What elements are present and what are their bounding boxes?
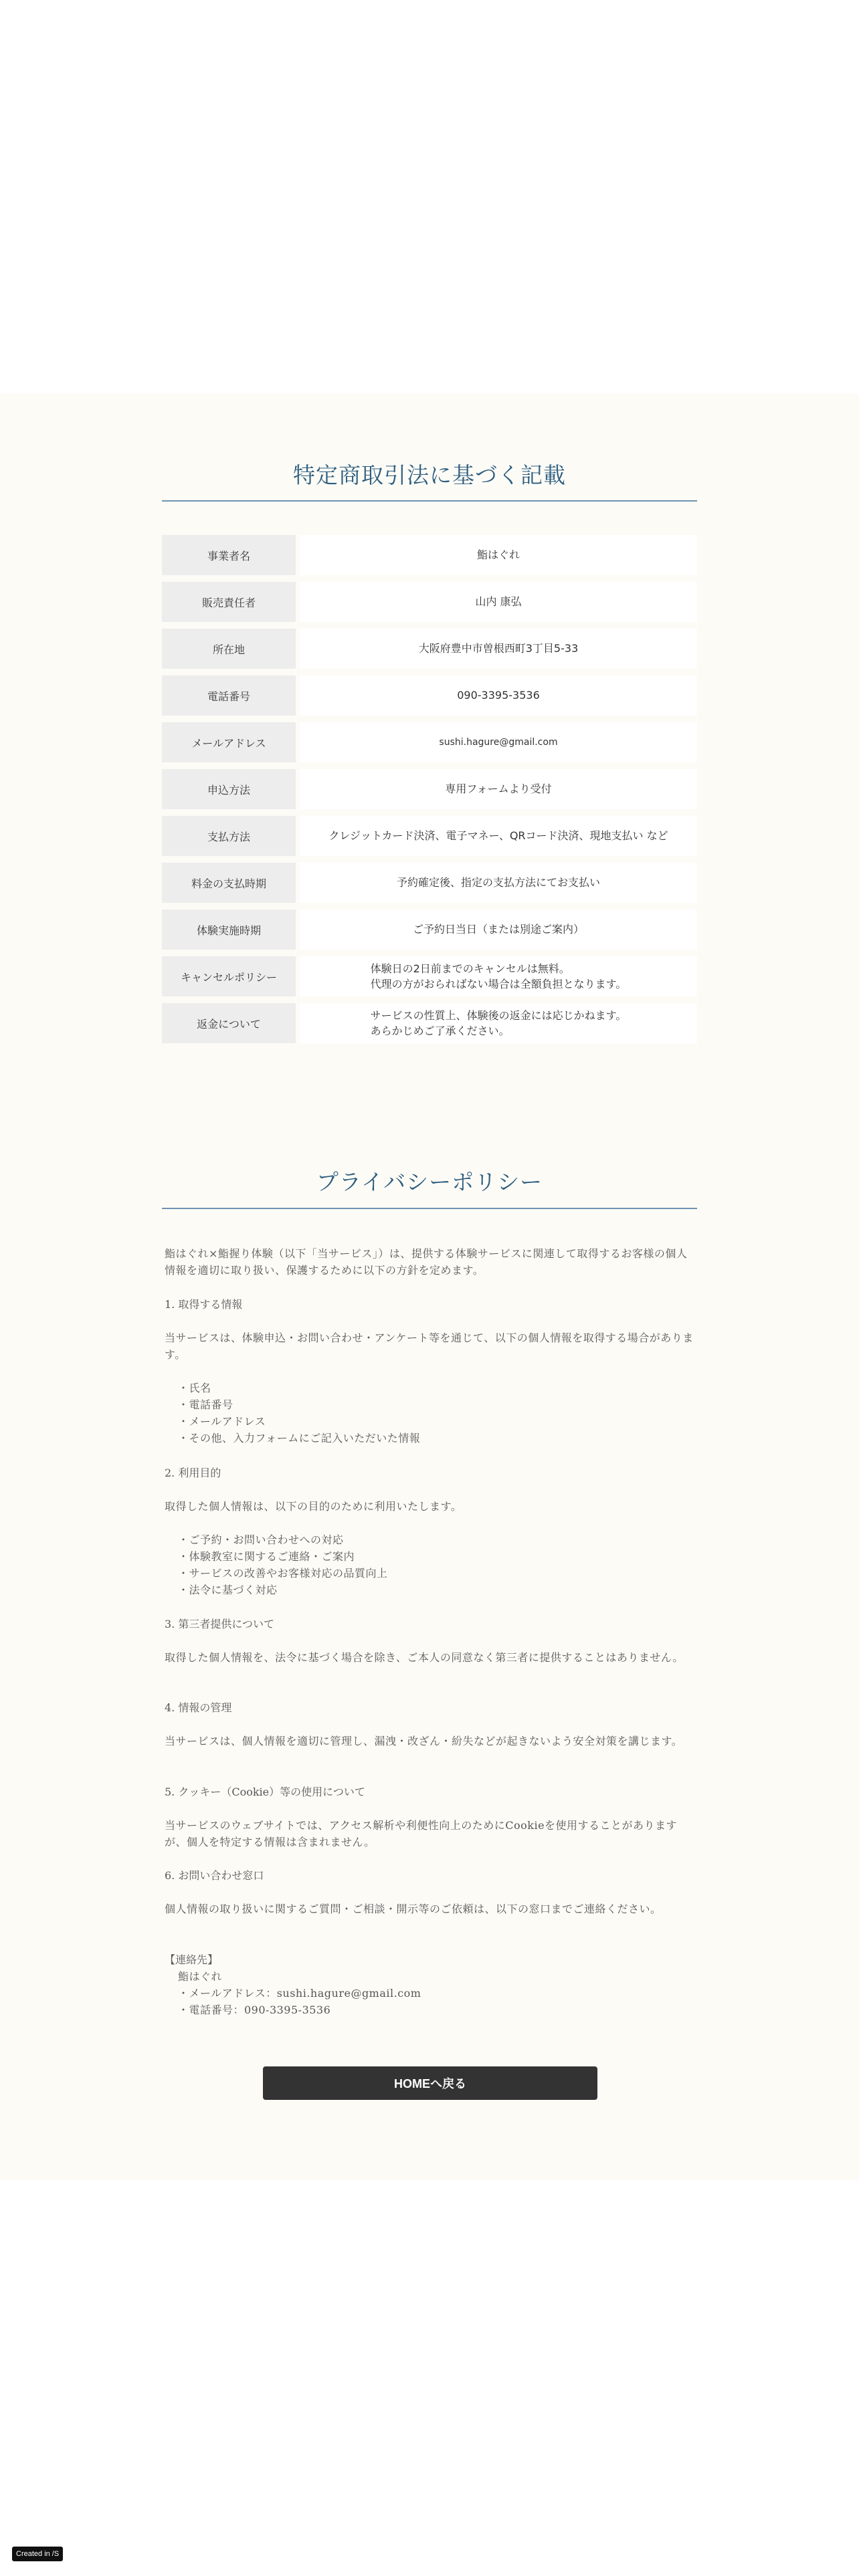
created-in-badge[interactable]: Created in /S — [12, 2547, 63, 2561]
row-label: 事業者名 — [162, 535, 296, 575]
row-value — [300, 1003, 697, 1043]
section-heading: 5. クッキー（Cookie）等の使用について — [165, 1786, 365, 1798]
section-heading: 3. 第三者提供について — [165, 1618, 275, 1630]
contact-name: 鮨はぐれ — [178, 1970, 223, 1983]
row-label: 料金の支払時期 — [162, 863, 296, 903]
section-heading: 2. 利用目的 — [165, 1467, 221, 1479]
purpose-list — [178, 1531, 388, 1598]
row-value: ご予約日当日（または別途ご案内） — [300, 909, 697, 950]
row-value: 大阪府豊中市曽根西町3丁目5-33 — [300, 629, 697, 669]
row-label: キャンセルポリシー — [162, 956, 296, 996]
section-text: 取得した個人情報を、法令に基づく場合を除き、ご本人の同意なく第三者に提供することはありません。 — [165, 1651, 684, 1664]
row-value: 専用フォームより受付 — [300, 769, 697, 809]
section-text: 取得した個人情報は、以下の目的のために利用いたします。 — [165, 1500, 462, 1513]
section-heading: 6. お問い合わせ窓口 — [165, 1869, 264, 1882]
row-value: 予約確定後、指定の支払方法にてお支払い — [300, 863, 697, 903]
table-row — [162, 722, 697, 762]
table-row — [162, 909, 697, 950]
row-value — [300, 956, 697, 996]
table-row — [162, 816, 697, 856]
row-value: クレジットカード決済、電子マネー、QRコード決済、現地支払い など — [300, 816, 697, 856]
row-label: メールアドレス — [162, 722, 296, 762]
cancel-policy-text: 体験日の2日前までのキャンセルは無料。 代理の方がおらればない場合は全額負担となります。 — [370, 962, 627, 990]
table-row — [162, 863, 697, 903]
section-text: 当サービスは、個人情報を適切に管理し、漏洩・改ざん・紛失などが起きないよう安全対策を講じます。 — [165, 1735, 683, 1747]
refund-text: サービスの性質上、体験後の返金には応じかねます。 あらかじめご了承ください。 — [370, 1008, 627, 1037]
row-label: 返金について — [162, 1003, 296, 1043]
section-text: 当サービスのウェブサイトでは、アクセス解析や利便性向上のためにCookieを使用することがありますが、個人を特定する情報は含まれません。 — [165, 1819, 678, 1848]
row-label: 所在地 — [162, 629, 296, 669]
table-row — [162, 956, 697, 996]
contact-list — [178, 1968, 421, 2018]
section-heading: 4. 情報の管理 — [165, 1701, 232, 1714]
list-item: ・サービスの改善やお客様対応の品質向上 — [178, 1567, 388, 1580]
contact-email: ・メールアドレス：sushi.hagure@gmail.com — [178, 1987, 421, 2000]
contact-phone: ・電話番号：090-3395-3536 — [178, 2004, 331, 2016]
row-label: 支払方法 — [162, 816, 296, 856]
section-text: 個人情報の取り扱いに関するご質問・ご相談・開示等のご依頼は、以下の窓口までご連絡ください。 — [165, 1903, 662, 1915]
table-row — [162, 769, 697, 809]
email-value: sushi.hagure@gmail.com — [300, 722, 697, 762]
row-label: 体験実施時期 — [162, 909, 296, 950]
row-value: 鮨はぐれ — [300, 535, 697, 575]
section-heading: 1. 取得する情報 — [165, 1298, 243, 1311]
table-row — [162, 535, 697, 575]
row-label: 申込方法 — [162, 769, 296, 809]
privacy-title: プライバシーポリシー — [316, 1169, 543, 1195]
list-item: ・ご予約・お問い合わせへの対応 — [178, 1533, 344, 1546]
tokushoho-title-rule — [162, 500, 697, 502]
table-row — [162, 1003, 697, 1043]
table-row — [162, 675, 697, 716]
row-value: 090-3395-3536 — [300, 675, 697, 716]
home-button[interactable]: HOMEへ戻る — [263, 2066, 597, 2100]
list-item: ・その他、入力フォームにご記入いただいた情報 — [178, 1432, 421, 1444]
section-text: 当サービスは、体験申込・お問い合わせ・アンケート等を通じて、以下の個人情報を取得する場合があります。 — [165, 1331, 694, 1361]
row-value: 山内 康弘 — [300, 582, 697, 622]
privacy-intro: 鮨はぐれ×鮨握り体験（以下「当サービス」）は、提供する体験サービスに関連して取得するお客様の個人情報を適切に取り扱い、保護するために以下の方針を定めます。 — [165, 1247, 688, 1277]
list-item: ・法令に基づく対応 — [178, 1584, 278, 1596]
list-item: ・体験教室に関するご連絡・ご案内 — [178, 1550, 355, 1563]
list-item: ・メールアドレス — [178, 1415, 266, 1428]
tokushoho-title: 特定商取引法に基づく記載 — [293, 462, 566, 488]
row-label: 販売責任者 — [162, 582, 296, 622]
list-item: ・氏名 — [178, 1382, 211, 1394]
info-list — [178, 1380, 420, 1446]
table-row — [162, 582, 697, 622]
contact-heading: 【連絡先】 — [165, 1953, 219, 1966]
table-row — [162, 629, 697, 669]
privacy-title-rule — [162, 1208, 697, 1209]
row-label: 電話番号 — [162, 675, 296, 716]
list-item: ・電話番号 — [178, 1398, 233, 1411]
